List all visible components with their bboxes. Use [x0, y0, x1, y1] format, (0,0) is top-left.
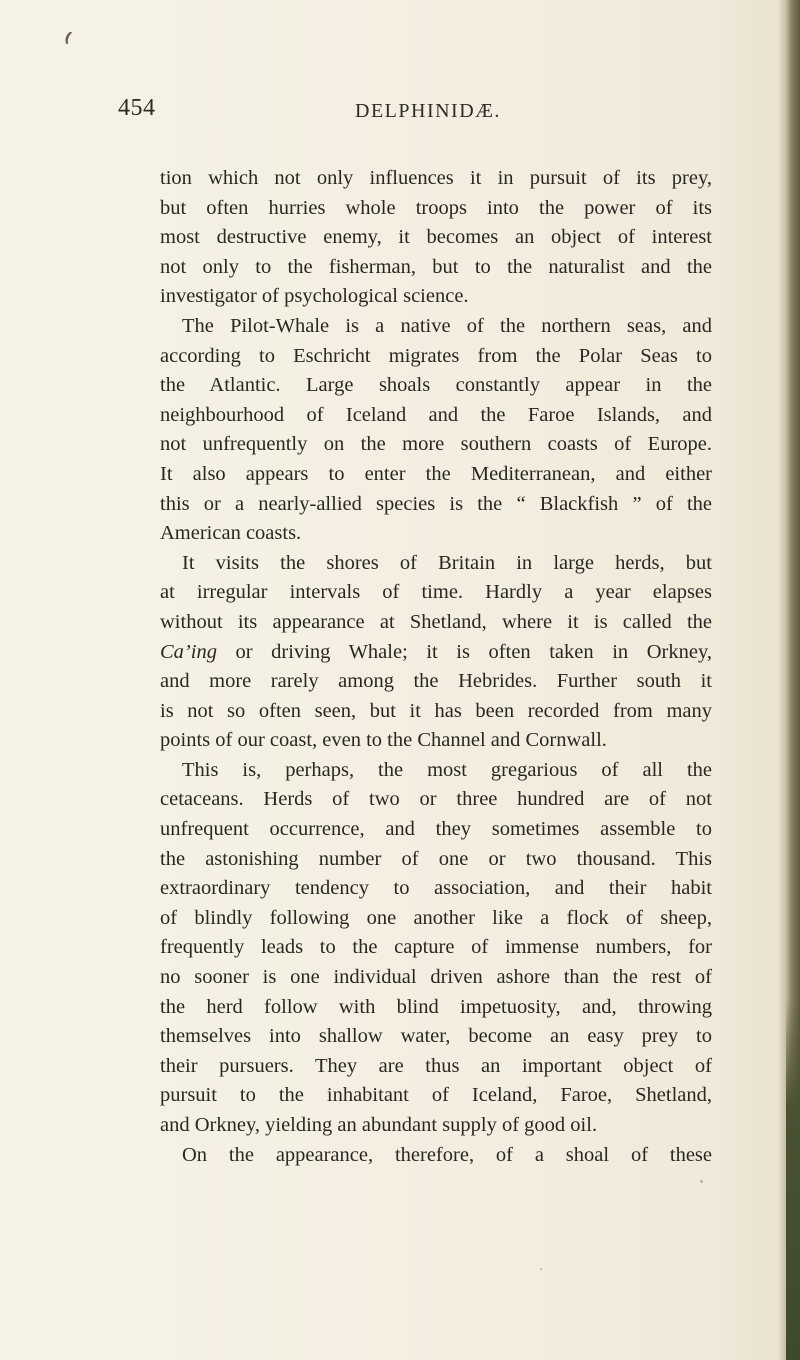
paper-speck [540, 1268, 542, 1270]
paper-speck [700, 1180, 703, 1183]
text-line: the herd follow with blind impetuosity, and, throwing [160, 995, 712, 1018]
text-line: and Orkney, yielding an abundant supply of good oil. [160, 1114, 598, 1136]
text-line: most destructive enemy, it becomes an object of interest [160, 226, 712, 249]
text-line: and more rarely among the Hebrides. Further south it [160, 670, 712, 693]
text-line: It also appears to enter the Mediterranean, and either [160, 462, 712, 485]
corner-mark-icon: ❪ [59, 29, 76, 48]
text-line: not unfrequently on the more southern coasts of Europe. [160, 433, 712, 456]
text-line: but often hurries whole troops into the power of its [160, 196, 712, 219]
page-number: 454 [118, 95, 156, 121]
text-line: is not so often seen, but it has been recorded from many [160, 699, 712, 722]
text-line: according to Eschricht migrates from the Polar Seas to [160, 344, 712, 367]
text-line: neighbourhood of Iceland and the Faroe Islands, and [160, 403, 712, 426]
text-line: themselves into shallow water, become an easy prey to [160, 1025, 712, 1048]
text-line [160, 638, 712, 668]
text-line: On the appearance, therefore, of a shoal of these [182, 1143, 712, 1166]
text-line: The Pilot-Whale is a native of the northern seas, and [182, 314, 712, 337]
text-line: the Atlantic. Large shoals constantly appear in the [160, 374, 712, 397]
text-line: the astonishing number of one or two thousand. This [160, 847, 712, 870]
text-line: frequently leads to the capture of immense numbers, for [160, 936, 712, 959]
italic-term: Ca’ing [160, 640, 217, 663]
text-line: It visits the shores of Britain in large herds, but [182, 551, 712, 574]
text-line: extraordinary tendency to association, and their habit [160, 877, 712, 900]
text-line: tion which not only influences it in pursuit of its prey, [160, 167, 712, 189]
text-line: this or a nearly-allied species is the “ Blackfish ” of the [160, 492, 712, 515]
body-text [160, 164, 712, 1170]
text-line: points of our coast, even to the Channel and Cornwall. [160, 729, 607, 752]
text-line: their pursuers. They are thus an important object of [160, 1054, 712, 1077]
running-title: DELPHINIDÆ. [355, 100, 501, 122]
text-line: at irregular intervals of time. Hardly a year elapses [160, 581, 712, 604]
text-line: investigator of psychological science. [160, 285, 469, 308]
text-line: not only to the fisherman, but to the naturalist and the [160, 255, 712, 278]
text-line: without its appearance at Shetland, where it is called the [160, 610, 712, 633]
text-line: American coasts. [160, 522, 302, 545]
text-run: or driving Whale; it is often taken in Orkney, [216, 640, 712, 663]
text-line: unfrequent occurrence, and they sometimes assemble to [160, 818, 712, 841]
page-edge-binding [786, 1000, 800, 1360]
text-line: pursuit to the inhabitant of Iceland, Faroe, Shetland, [160, 1084, 712, 1107]
text-line: cetaceans. Herds of two or three hundred are of not [160, 788, 712, 811]
text-line: no sooner is one individual driven ashore than the rest of [160, 966, 712, 989]
text-line: This is, perhaps, the most gregarious of all the [182, 758, 712, 781]
text-line: of blindly following one another like a flock of sheep, [160, 906, 712, 929]
